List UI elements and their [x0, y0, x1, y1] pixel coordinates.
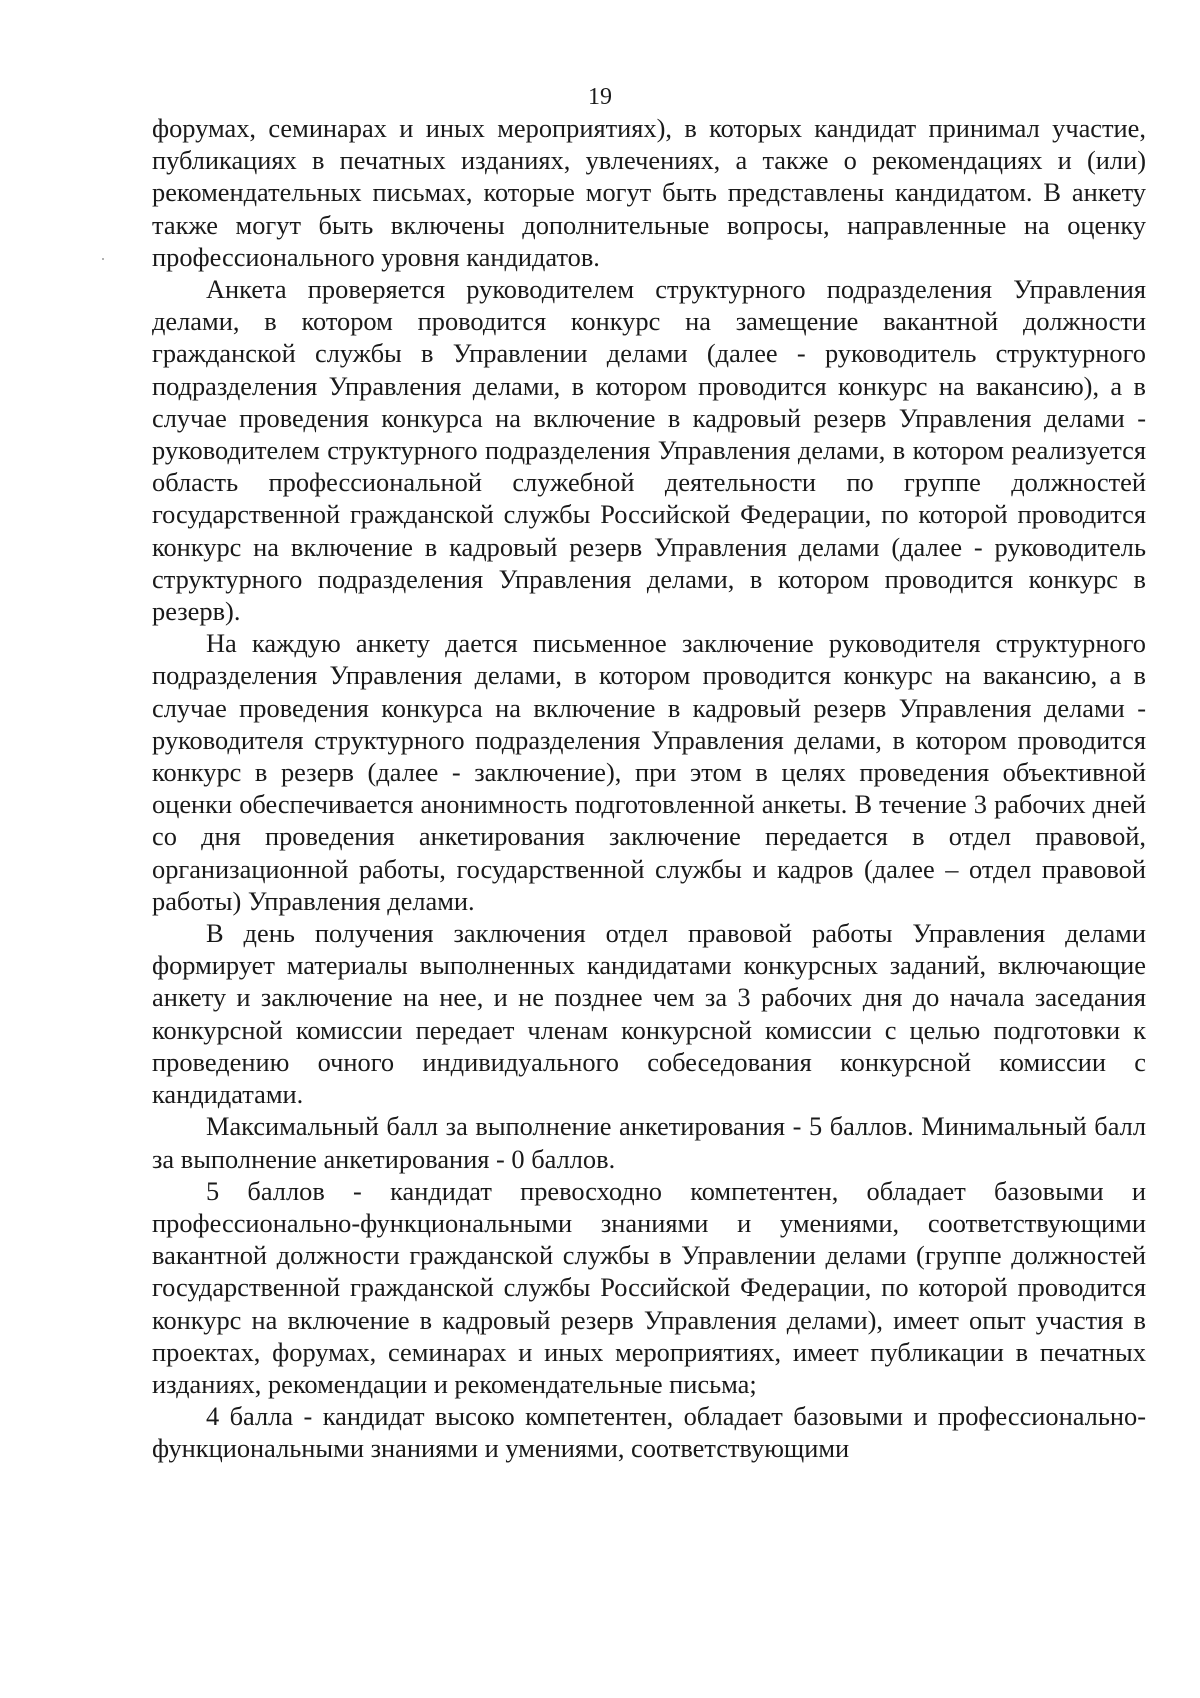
page-number: 19 [588, 84, 612, 110]
paragraph-materials-formation: В день получения заключения отдел правовой работы Управления делами формирует материалы выполненных кандидатами конкурсных заданий, включающие анкету и заключение на нее, и не позднее чем за 3 рабочих дня до начала заседания конкурсной комиссии передает членам конкурсной комиссии с целью подготовки к проведению очного индивидуального собеседования конкурсной комиссии с кандидатами. [152, 918, 1146, 1110]
paragraph-max-score: Максимальный балл за выполнение анкетирования - 5 баллов. Минимальный балл за выполнение анкетирования - 0 баллов. [152, 1111, 1146, 1174]
paragraph-four-points: 4 балла - кандидат высоко компетентен, обладает базовыми и профессионально-функциональными знаниями и умениями, соответствующими [152, 1401, 1146, 1464]
paragraph-anketa-review: Анкета проверяется руководителем структурного подразделения Управления делами, в котором проводится конкурс на замещение вакантной должности гражданской службы в Управлении делами (далее - руководитель структурного подразделения Управления делами, в котором проводится конкурс на вакансию), а в случае проведения конкурса на включение в кадровый резерв Управления делами - руководителем структурного подразделения Управления делами, в котором реализуется область профессиональной служебной деятельности по группе должностей государственной гражданской службы Российской Федерации, по которой проводится конкурс на включение в кадровый резерв Управления делами (далее - руководитель структурного подразделения Управления делами, в котором проводится конкурс в резерв). [152, 274, 1146, 627]
document-body [152, 112, 1146, 1465]
paragraph-five-points: 5 баллов - кандидат превосходно компетентен, обладает базовыми и профессионально-функциональными знаниями и умениями, соответствующими вакантной должности гражданской службы в Управлении делами (группе должностей государственной гражданской службы Российской Федерации, по которой проводится конкурс на включение в кадровый резерв Управления делами), имеет опыт участия в проектах, форумах, семинарах и иных мероприятиях, имеет публикации в печатных изданиях, рекомендации и рекомендательные письма; [152, 1175, 1146, 1399]
paragraph-written-conclusion: На каждую анкету дается письменное заключение руководителя структурного подразделения Управления делами, в котором проводится конкурс на вакансию, а в случае проведения конкурса на включение в кадровый резерв Управления делами - руководителя структурного подразделения Управления делами, в котором проводится конкурс в резерв (далее - заключение), при этом в целях проведения объективной оценки обеспечивается анонимность подготовленной анкеты. В течение 3 рабочих дней со дня проведения анкетирования заключение передается в отдел правовой, организационной работы, государственной службы и кадров (далее – отдел правовой работы) Управления делами. [152, 628, 1146, 916]
scan-speck [102, 258, 104, 260]
paragraph-continuation: форумах, семинарах и иных мероприятиях), в которых кандидат принимал участие, публикациях в печатных изданиях, увлечениях, а также о рекомендациях и (или) рекомендательных письмах, которые могут быть представлены кандидатом. В анкету также могут быть включены дополнительные вопросы, направленные на оценку профессионального уровня кандидатов. [152, 113, 1146, 272]
